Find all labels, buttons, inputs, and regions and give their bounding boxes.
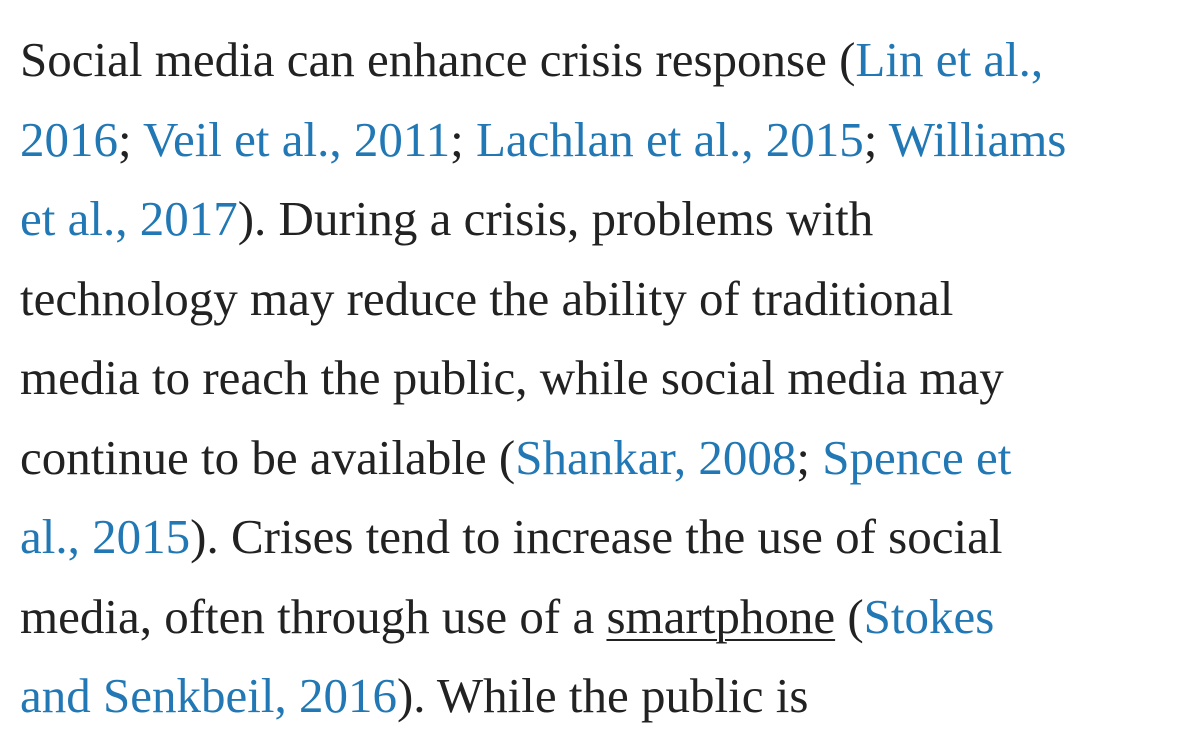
citation-link-stokes-2016-rest[interactable]: and Senkbeil, 2016 — [20, 668, 397, 723]
citation-separator: ; — [450, 111, 476, 167]
text-line-2 — [20, 100, 1195, 180]
body-text: Social media can enhance crisis response ( — [20, 32, 856, 87]
text-line-9 — [20, 656, 1195, 736]
glossary-term-smartphone[interactable]: smartphone — [606, 588, 836, 644]
citation-link-spence-2015[interactable]: Spence et — [822, 429, 1012, 485]
body-text: continue to be available ( — [20, 429, 516, 485]
body-text: media, often through use of a — [20, 588, 607, 644]
body-text: ). While the public is — [396, 668, 809, 723]
citation-link-stokes-2016[interactable]: Stokes — [863, 588, 995, 644]
text-line-5 — [20, 338, 1195, 418]
citation-link-veil-2011[interactable]: Veil et al., 2011 — [142, 111, 451, 167]
text-line-7 — [20, 497, 1195, 577]
citation-link-lachlan-2015[interactable]: Lachlan et al., 2015 — [475, 111, 864, 167]
citation-link-lin-2016-year[interactable]: 2016 — [20, 111, 118, 167]
body-text: technology may reduce the ability of traditional — [20, 270, 954, 326]
body-text: ). Crises tend to increase the use of social — [190, 509, 1003, 564]
citation-link-williams-2017-rest[interactable]: et al., 2017 — [20, 191, 238, 246]
citation-link-shankar-2008[interactable]: Shankar, 2008 — [515, 429, 797, 485]
text-line-4 — [20, 259, 1195, 339]
citation-link-spence-2015-rest[interactable]: al., 2015 — [20, 509, 191, 564]
citation-separator: ; — [118, 111, 143, 167]
text-line-8 — [20, 577, 1195, 657]
article-paragraph — [20, 20, 1195, 736]
citation-link-williams-2017[interactable]: Williams — [888, 111, 1067, 167]
text-line-6 — [20, 418, 1195, 498]
citation-separator: ; — [863, 111, 889, 167]
body-text: ). During a crisis, problems with — [237, 191, 874, 246]
citation-link-lin-2016[interactable]: Lin et al., — [855, 32, 1044, 87]
citation-separator: ; — [796, 429, 823, 485]
body-text: media to reach the public, while social media may — [20, 350, 1004, 405]
text-line-3 — [20, 179, 1195, 259]
text-line-1 — [20, 20, 1195, 100]
body-text: ( — [835, 588, 864, 644]
